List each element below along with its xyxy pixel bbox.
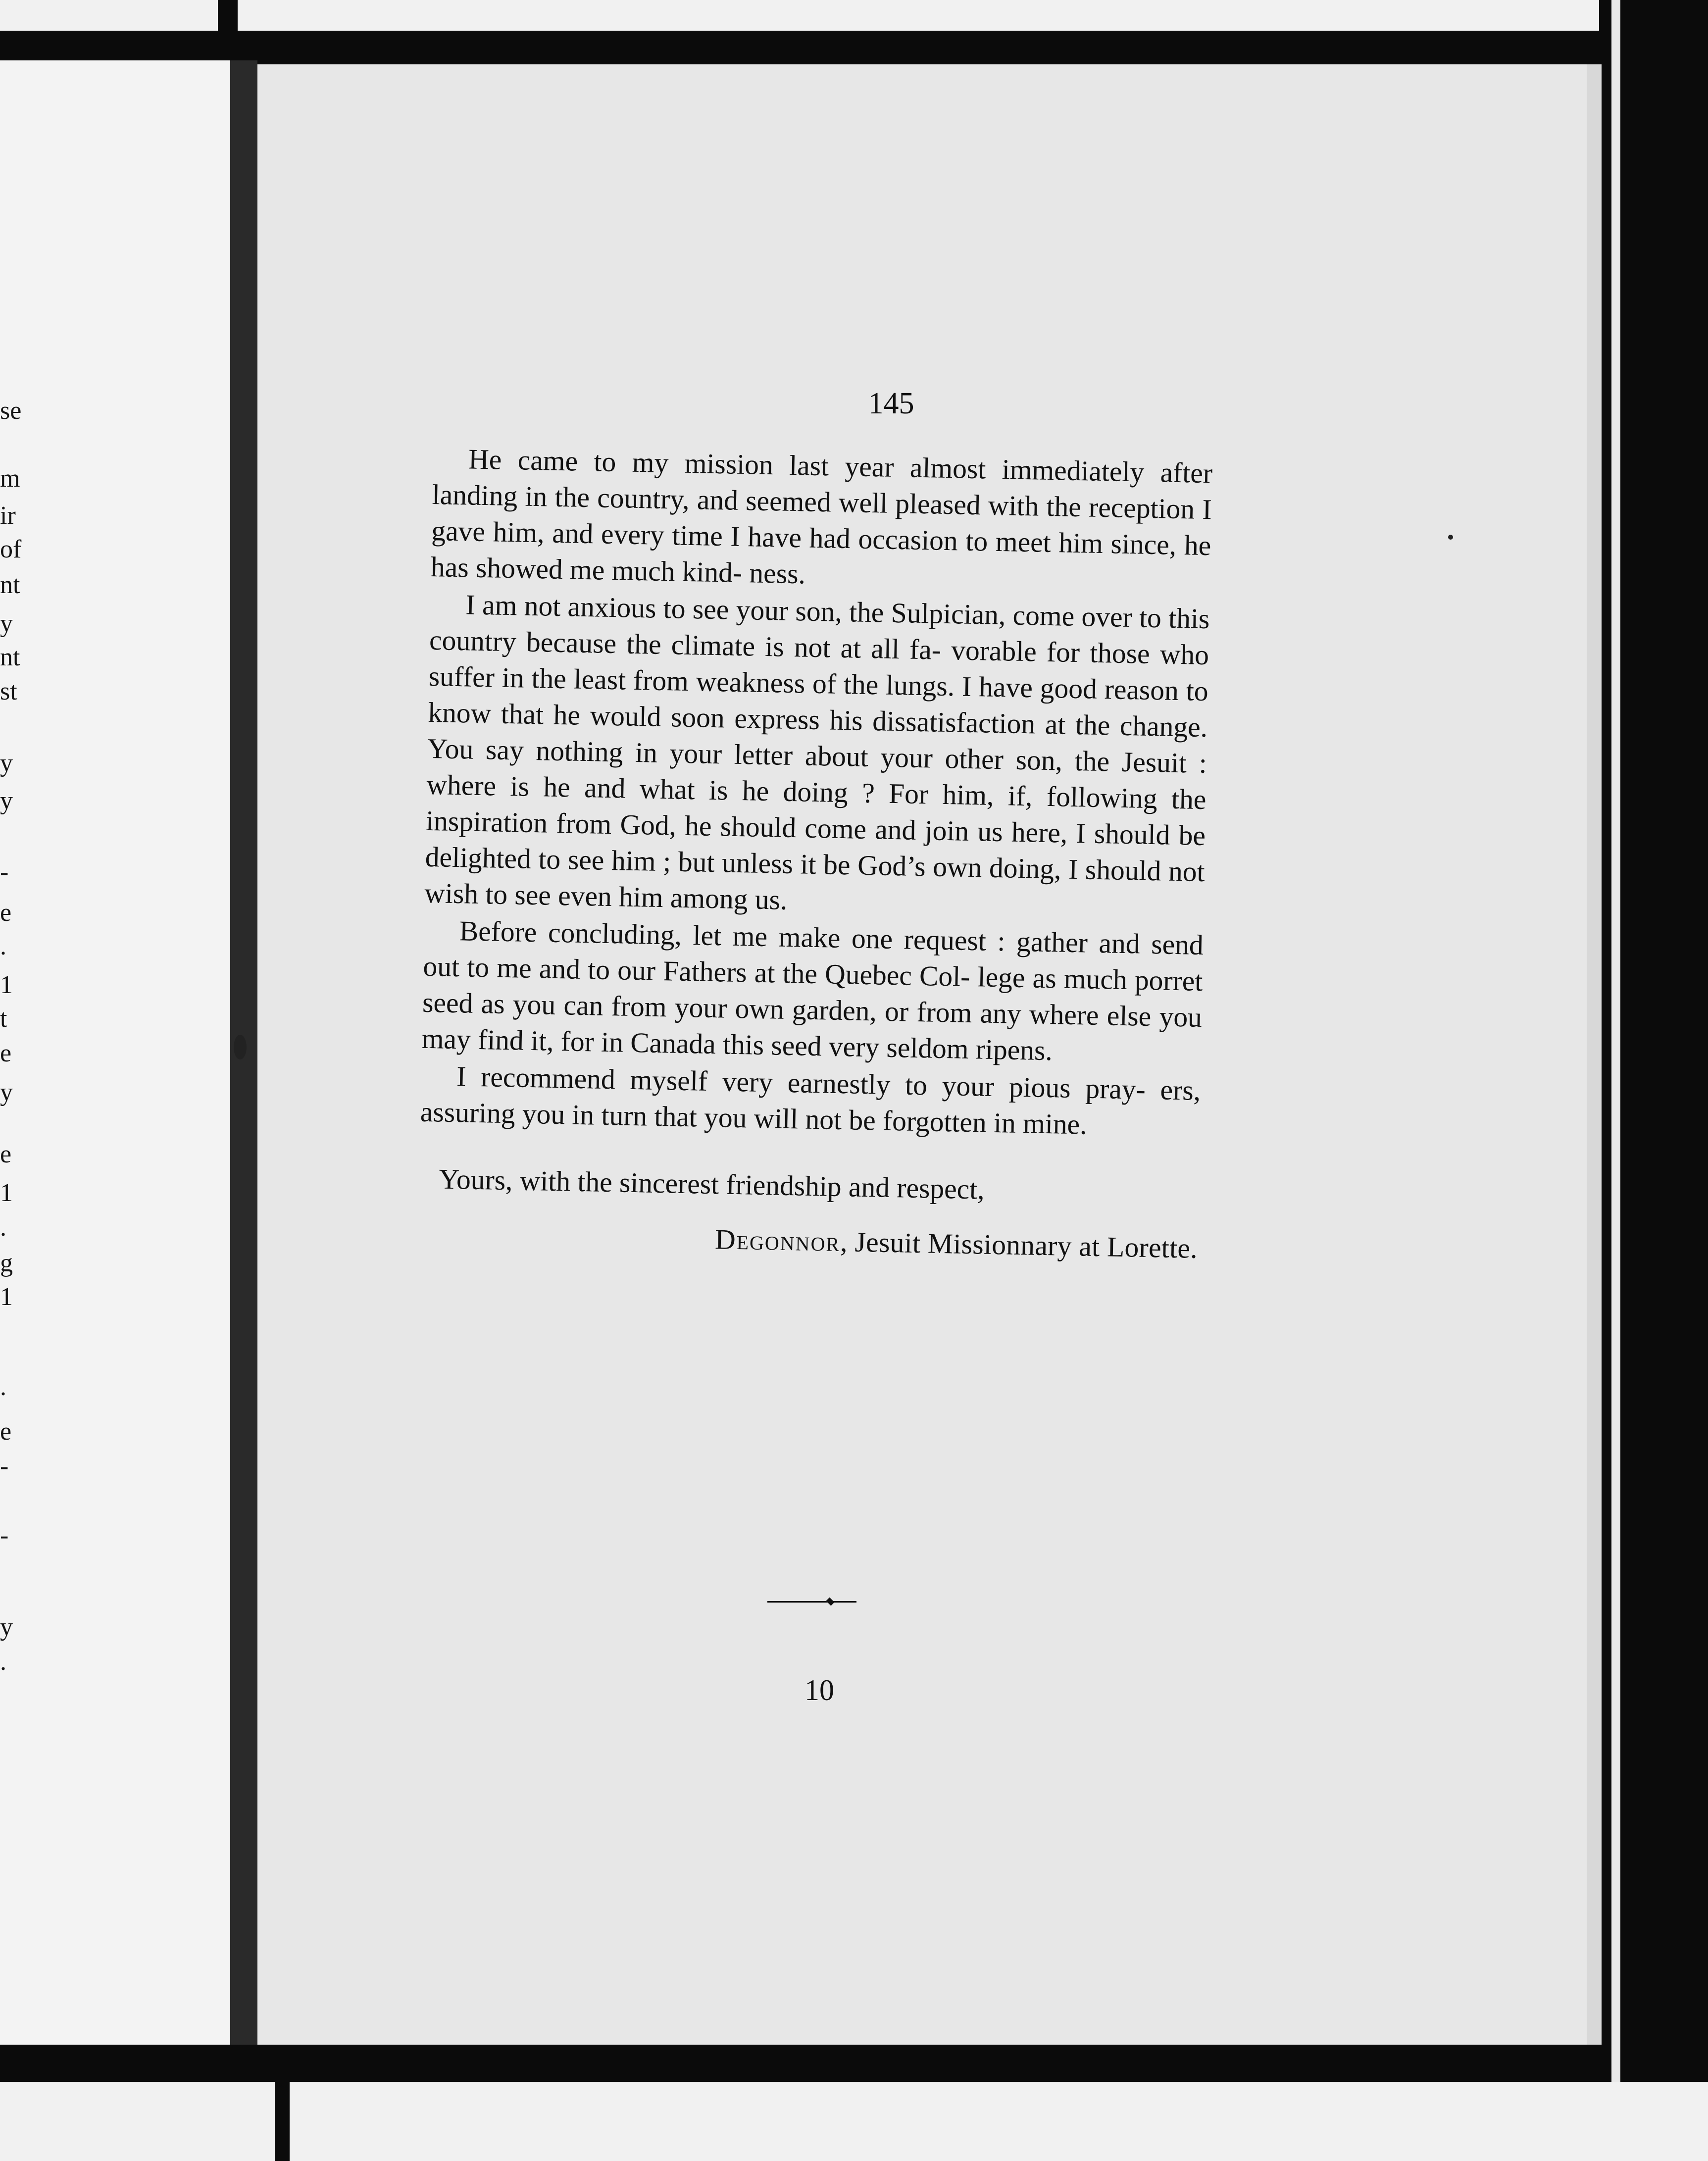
left-fragment: e [0, 1140, 12, 1168]
closing-line: Yours, with the sincerest friendship and respect, [438, 1163, 985, 1206]
left-fragment: . [0, 1648, 6, 1676]
left-neighbor-page [0, 60, 230, 2045]
scan-speck [1448, 535, 1453, 540]
section-ornament [767, 1598, 856, 1605]
signature-name: Degonnor [714, 1224, 841, 1258]
left-fragment: . [0, 932, 6, 960]
letter-body [418, 441, 1213, 1267]
left-fragment: nt [0, 571, 20, 599]
left-fragment: 1 [0, 1179, 13, 1207]
left-fragment: y [0, 1078, 13, 1106]
top-neighbor-strip [0, 0, 1599, 31]
left-fragment: - [0, 1521, 9, 1550]
bottom-neighbor-strip [0, 2082, 1708, 2161]
left-fragment: 1 [0, 971, 13, 999]
left-fragment: y [0, 749, 13, 777]
paragraph: Before concluding, let me make one request : gather and send out to me and to our Fathers at the Quebec Col- lege as much porret seed as you can from your own garden, or from any where else you may find it, for in Canada this seed very seldom ripens. [421, 915, 1204, 1067]
left-fragment: of [0, 535, 22, 563]
scan-speck [234, 1035, 247, 1059]
left-fragment: t [0, 1005, 7, 1033]
paragraph: I recommend myself very earnestly to your pious pray- ers, assuring you in turn that you will not be forgotten in mine. [420, 1061, 1201, 1141]
ornament-rule [767, 1601, 856, 1603]
left-fragment: nt [0, 643, 20, 671]
left-fragment: e [0, 1039, 12, 1067]
ornament-diamond [826, 1598, 835, 1606]
left-fragment: se [0, 397, 22, 425]
top-strip-divider [218, 0, 238, 31]
left-fragment: g [0, 1249, 13, 1277]
left-fragment: . [0, 1373, 6, 1401]
left-fragment: - [0, 1452, 9, 1480]
bottom-strip-divider [275, 2082, 290, 2161]
left-fragment: . [0, 1213, 6, 1242]
left-fragment: y [0, 609, 13, 638]
paragraph: He came to my mission last year almost immediately after landing in the country, and seemed well pleased with the reception I gave him, and every time I have had occasion to meet him since, he has showed me much kind- ness. [430, 444, 1213, 590]
left-fragment: ir [0, 502, 16, 530]
left-fragment: e [0, 1417, 12, 1446]
signature-mark-number: 10 [804, 1674, 834, 1707]
left-fragment: e [0, 899, 12, 927]
left-fragment: st [0, 677, 17, 705]
page-right-edge [1611, 0, 1620, 2161]
left-fragment: y [0, 787, 13, 815]
left-fragment: m [0, 464, 20, 493]
left-fragment: - [0, 858, 9, 886]
signature [418, 1216, 1198, 1267]
left-fragment: y [0, 1613, 13, 1641]
paragraph: I am not anxious to see your son, the Sulpician, come over to this country because the climate is not at all fa- vorable for those who suffer in the least from weakness of the lungs. I have good reason to know that he would soon express his dissatisfaction at the change. You say nothing in your letter about your other son, the Jesuit : where is he and what is he doing ? For him, if, following the inspiration from God, he should come and join us here, I should be delighted to see him ; but unless it be God’s own doing, I should not wish to see even him among us. [424, 589, 1210, 916]
signature-title: , Jesuit Missionnary at Lorette. [840, 1226, 1198, 1264]
document-page [257, 64, 1602, 2045]
page-number: 145 [868, 387, 914, 420]
left-fragment: 1 [0, 1283, 13, 1311]
